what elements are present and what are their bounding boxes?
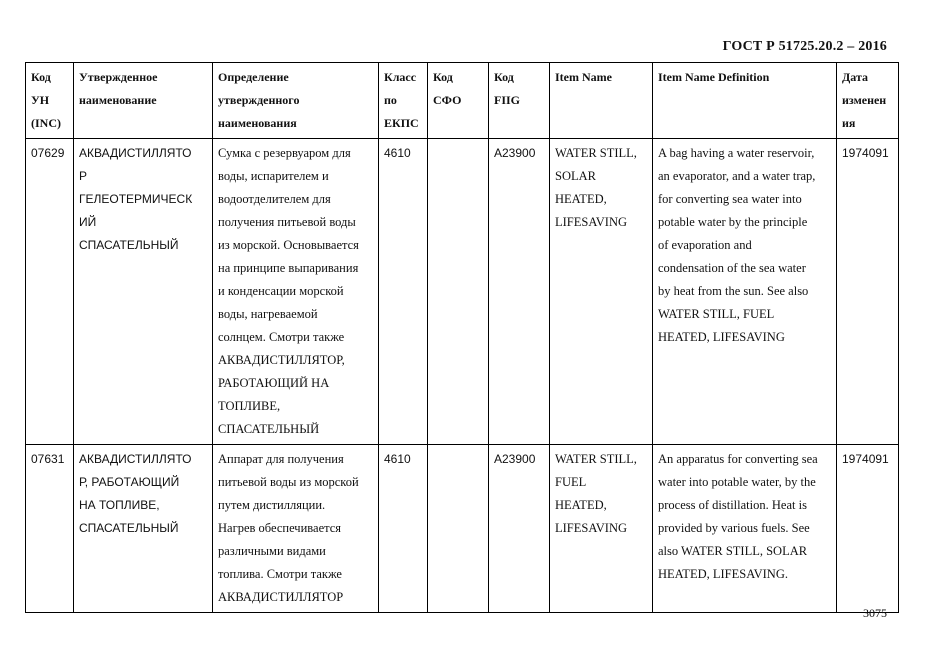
approved-name-cell: АКВАДИСТИЛЛЯТО Р ГЕЛЕОТЕРМИЧЕСК ИЙ СПАСАТЕЛЬНЫЙ [74, 139, 213, 445]
name-definition-cell: Сумка с резервуаром для воды, испарителем и водоотделителем для получения питьевой воды из морской. Основывается на принципе выпаривания и конденсации морской воды, нагреваемой солнцем. Смотри также АКВАДИСТИЛЛЯТОР, РАБОТАЮЩИЙ НА ТОПЛИВЕ, СПАСАТЕЛЬНЫЙ [213, 139, 379, 445]
item-name-cell: WATER STILL, FUEL HEATED, LIFESAVING [550, 445, 653, 613]
item-definition-cell: An apparatus for converting sea water into potable water, by the process of distillation. Heat is provided by various fuels. See also WATER STILL, SOLAR HEATED, LIFESAVING. [653, 445, 837, 613]
catalog-table [25, 62, 899, 613]
inc-code-cell: 07631 [26, 445, 74, 613]
inc-code-cell: 07629 [26, 139, 74, 445]
fiig-code-cell: A23900 [489, 139, 550, 445]
table-header-row [26, 63, 899, 139]
header-name-definition: Определение утвержденного наименования [213, 63, 379, 139]
header-item-name-definition: Item Name Definition [653, 63, 837, 139]
header-ekps-class: Класс по ЕКПС [379, 63, 428, 139]
sfo-code-cell [428, 139, 489, 445]
fiig-code-cell: A23900 [489, 445, 550, 613]
header-change-date: Дата изменен ия [837, 63, 899, 139]
item-name-cell: WATER STILL, SOLAR HEATED, LIFESAVING [550, 139, 653, 445]
header-fiig-code: Код FIIG [489, 63, 550, 139]
sfo-code-cell [428, 445, 489, 613]
header-inc-code: Код УН (INC) [26, 63, 74, 139]
item-definition-cell: A bag having a water reservoir, an evaporator, and a water trap, for converting sea water into potable water by the principle of evaporation and condensation of the sea water by heat from the sun. See also WATER STILL, FUEL HEATED, LIFESAVING [653, 139, 837, 445]
page-number: 3075 [863, 606, 887, 620]
change-date-cell: 1974091 [837, 139, 899, 445]
header-item-name: Item Name [550, 63, 653, 139]
table-row [26, 139, 899, 445]
header-approved-name: Утвержденное наименование [74, 63, 213, 139]
change-date-cell: 1974091 [837, 445, 899, 613]
name-definition-cell: Аппарат для получения питьевой воды из морской путем дистилляции. Нагрев обеспечивается различными видами топлива. Смотри также АКВАДИСТИЛЛЯТОР [213, 445, 379, 613]
ekps-class-cell: 4610 [379, 139, 428, 445]
document-header: ГОСТ Р 51725.20.2 – 2016 [722, 39, 887, 54]
header-sfo-code: Код СФО [428, 63, 489, 139]
approved-name-cell: АКВАДИСТИЛЛЯТО Р, РАБОТАЮЩИЙ НА ТОПЛИВЕ, СПАСАТЕЛЬНЫЙ [74, 445, 213, 613]
ekps-class-cell: 4610 [379, 445, 428, 613]
table-row [26, 445, 899, 613]
